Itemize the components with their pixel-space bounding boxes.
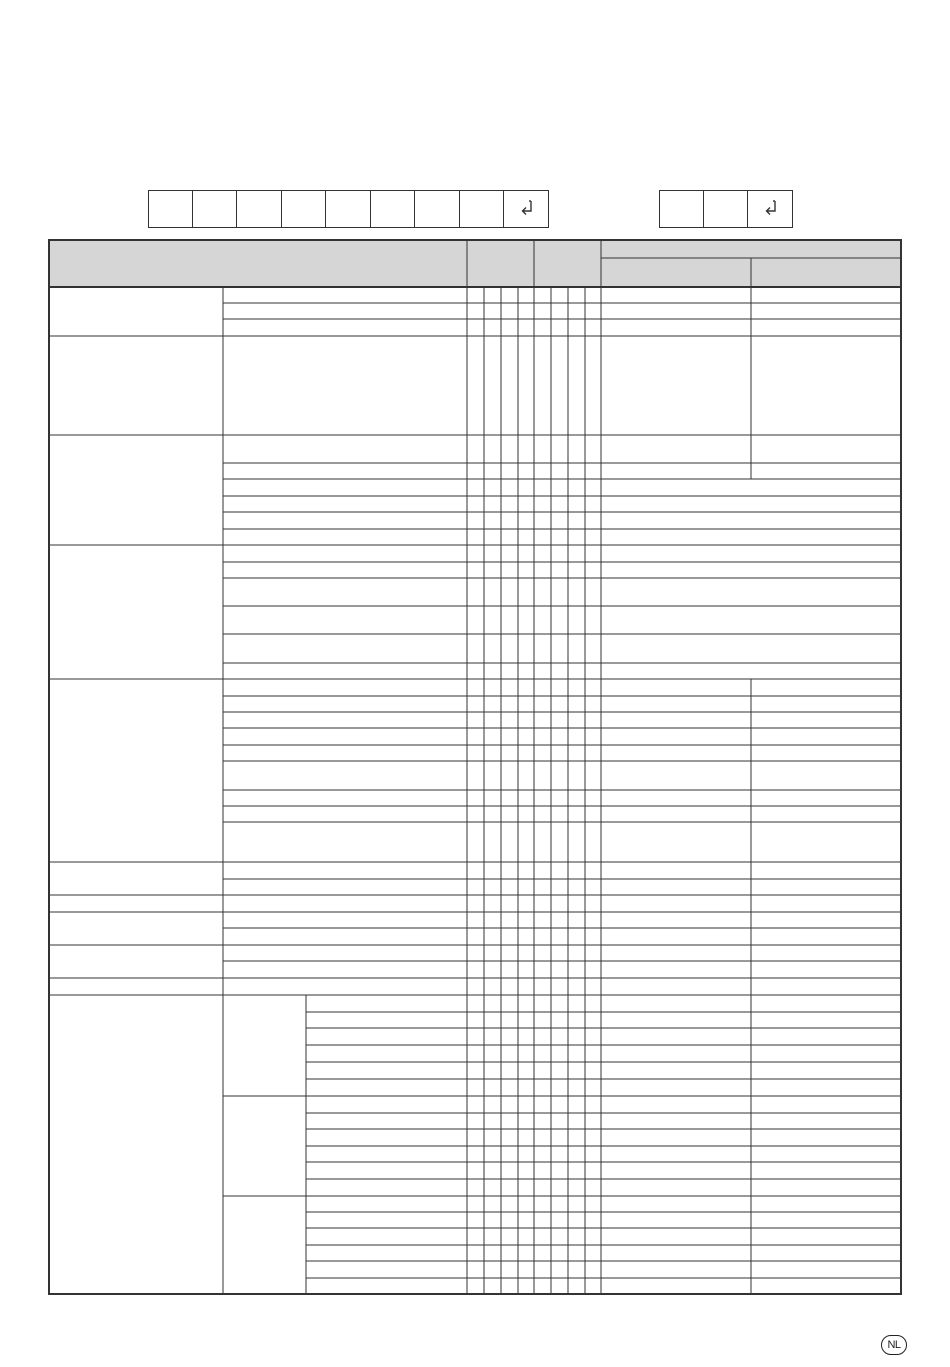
table-border xyxy=(49,240,901,1294)
language-badge: NL xyxy=(881,1335,907,1355)
table-header-row xyxy=(49,240,901,287)
